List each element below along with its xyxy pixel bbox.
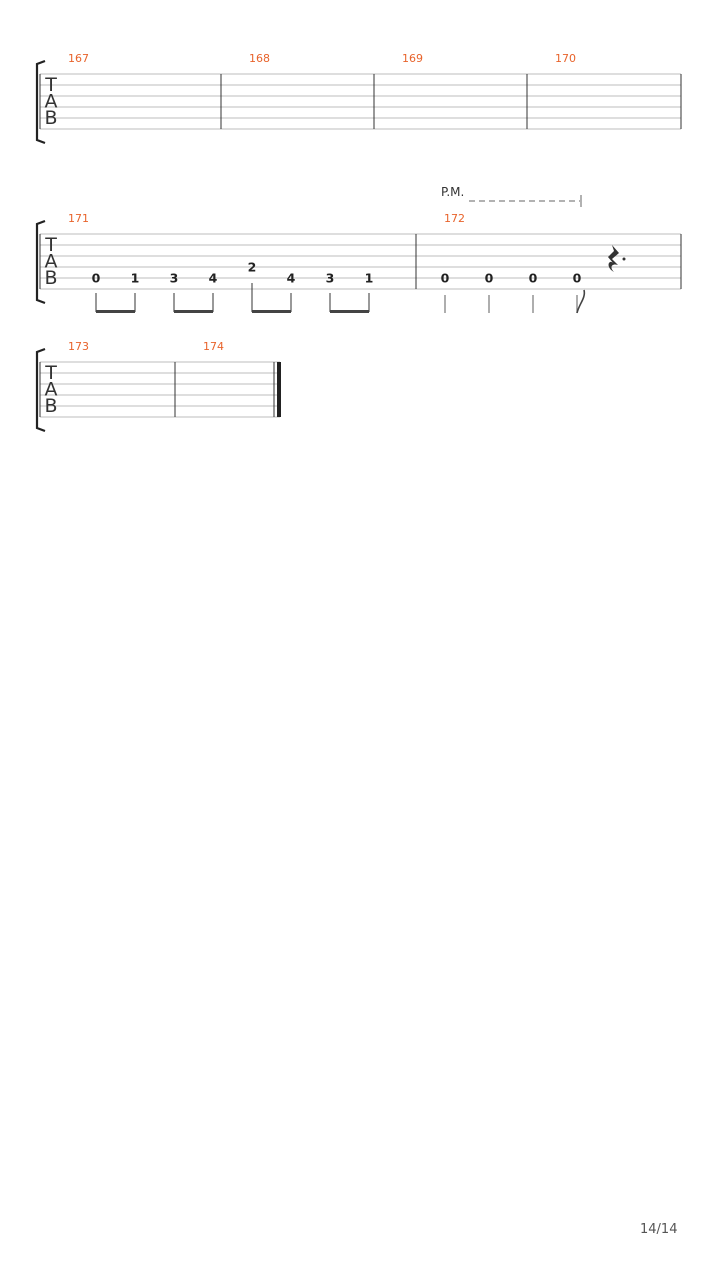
tab-clef-letter: T	[45, 234, 57, 256]
fret-number: 0	[440, 270, 450, 286]
fret-number: 2	[247, 259, 257, 275]
fret-number: 0	[572, 270, 582, 286]
quarter-rest	[608, 245, 619, 272]
fret-number: 1	[364, 270, 374, 286]
measure-number: 168	[249, 52, 270, 65]
fret-number: 0	[484, 270, 494, 286]
palm-mute-label: P.M.	[441, 185, 465, 199]
tab-system-2	[37, 185, 681, 313]
page-number: 14/14	[640, 1222, 678, 1237]
tab-score	[0, 0, 720, 460]
eighth-beam	[252, 310, 291, 313]
tab-system-3	[37, 340, 281, 431]
eighth-beam	[174, 310, 213, 313]
fret-number: 4	[208, 270, 218, 286]
eighth-flag	[577, 290, 584, 313]
measure-number: 171	[68, 212, 89, 225]
tab-clef-letter: T	[45, 74, 57, 96]
tab-clef-letter: T	[45, 362, 57, 384]
tab-clef-letter: A	[44, 250, 58, 273]
measure-number: 170	[555, 52, 576, 65]
fret-number: 0	[91, 270, 101, 286]
tab-clef-letter: A	[44, 378, 58, 401]
fret-number: 4	[286, 270, 296, 286]
fret-number: 3	[169, 270, 179, 286]
measure-number: 172	[444, 212, 465, 225]
fret-number: 3	[325, 270, 335, 286]
measure-number: 169	[402, 52, 423, 65]
tab-clef-letter: B	[44, 107, 58, 129]
measure-number: 167	[68, 52, 89, 65]
fret-number: 0	[528, 270, 538, 286]
measure-number: 173	[68, 340, 89, 353]
tab-system-1	[37, 52, 681, 143]
eighth-beam	[96, 310, 135, 313]
rest-dot	[623, 258, 626, 261]
final-barline-thick	[277, 362, 281, 417]
tab-clef-letter: B	[44, 395, 58, 417]
fret-number: 1	[130, 270, 140, 286]
measure-number: 174	[203, 340, 224, 353]
eighth-beam	[330, 310, 369, 313]
tab-clef-letter: A	[44, 90, 58, 113]
tab-clef-letter: B	[44, 267, 58, 289]
